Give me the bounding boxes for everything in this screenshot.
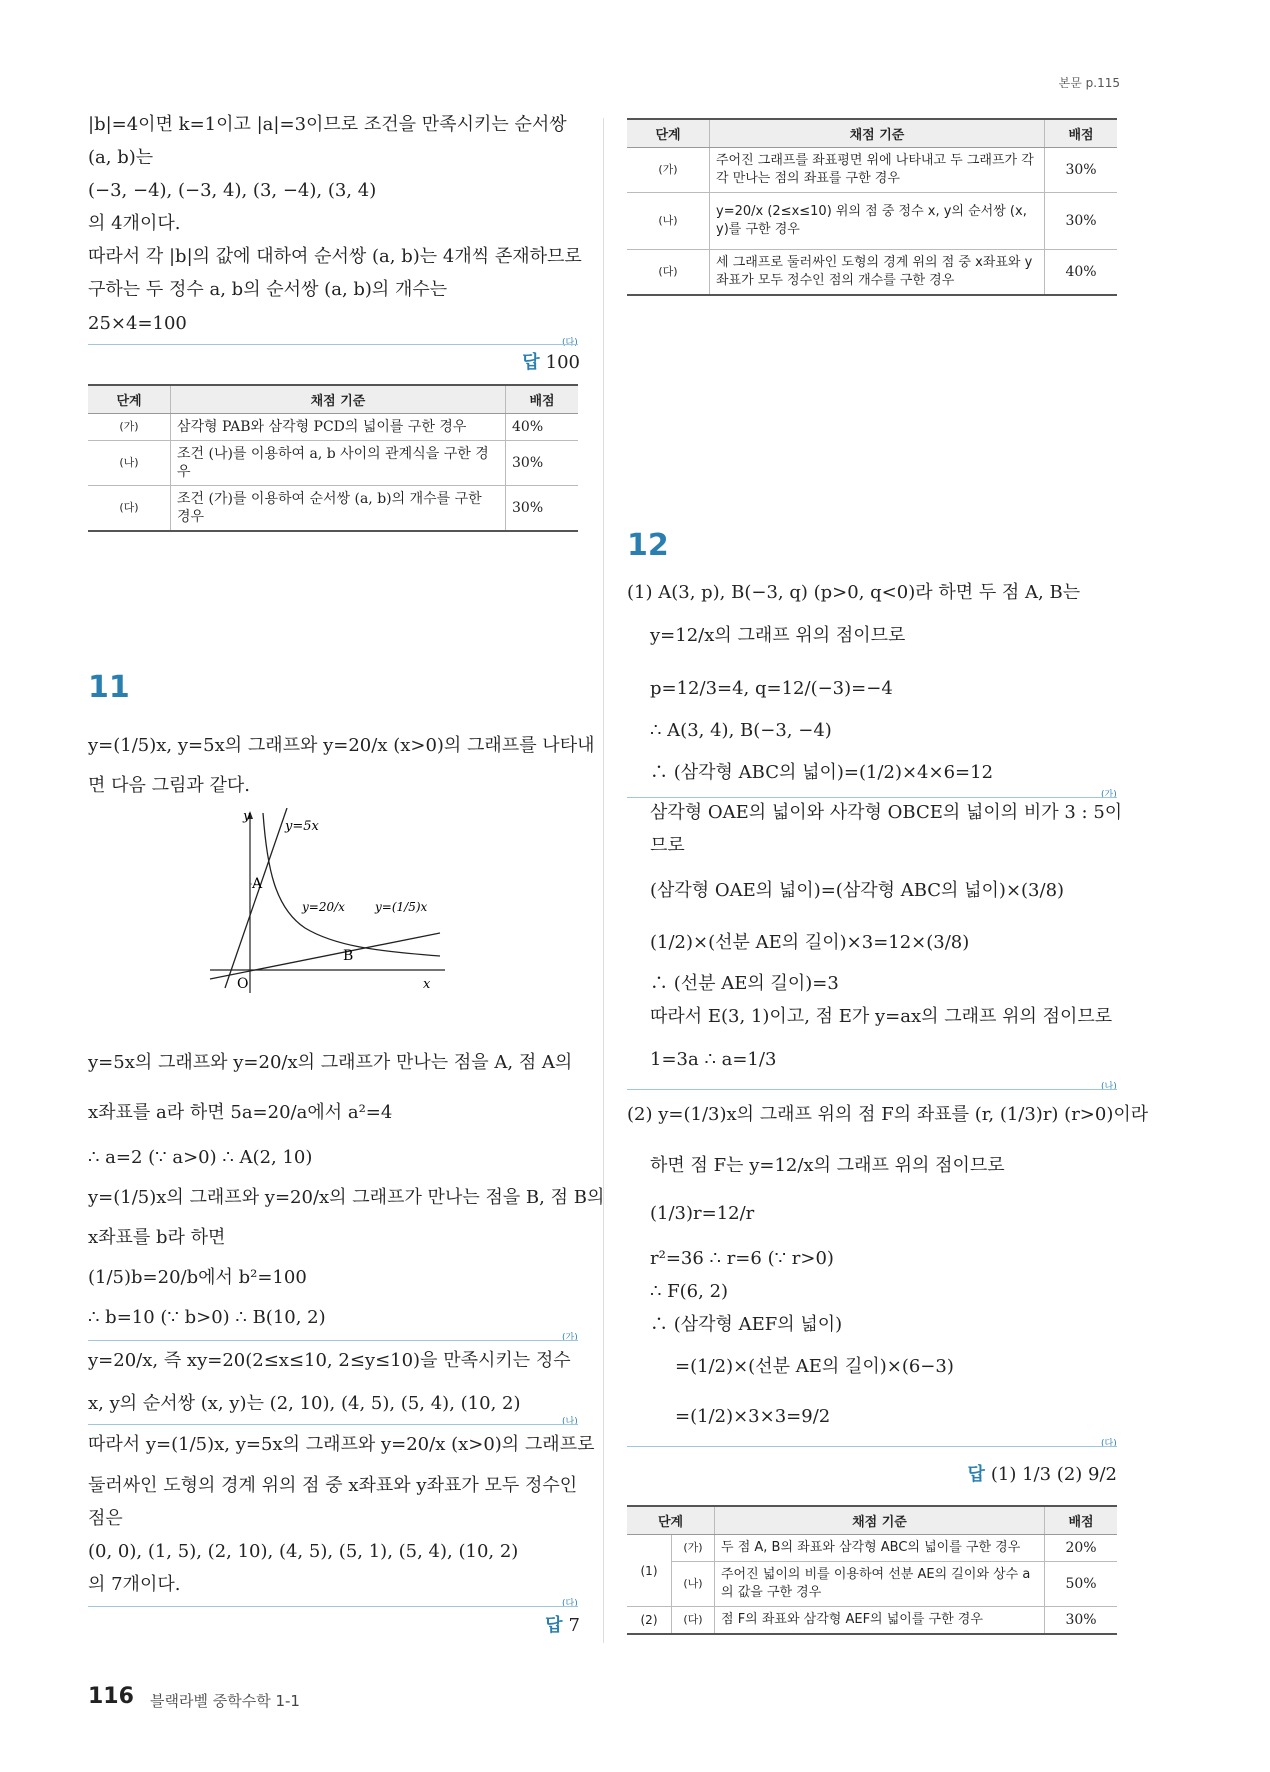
text-line: |b|=4이면 k=1이고 |a|=3이므로 조건을 만족시키는 순서쌍	[88, 114, 567, 135]
text-line: 따라서 y=(1/5)x, y=5x의 그래프와 y=20/x (x>0)의 그래프로	[88, 1434, 595, 1455]
table-row	[627, 1607, 1117, 1635]
line-one-fifth-x	[210, 933, 440, 979]
text-line: y=(1/5)x, y=5x의 그래프와 y=20/x (x>0)의 그래프를 나타내	[88, 735, 595, 756]
table-header: 단계	[88, 385, 171, 414]
text-line: 1=3a ∴ a=1/3	[650, 1049, 777, 1070]
text-line: ∴ (선분 AE의 길이)=3	[650, 973, 839, 994]
text-line: 면 다음 그림과 같다.	[88, 775, 250, 796]
text-line: y=5x의 그래프와 y=20/x의 그래프가 만나는 점을 A, 점 A의	[88, 1052, 573, 1073]
text-line: 삼각형 OAE의 넓이와 사각형 OBCE의 넓이의 비가 3 : 5이	[650, 802, 1123, 823]
table-cell: 점 F의 좌표와 삼각형 AEF의 넓이를 구한 경우	[715, 1607, 1045, 1635]
text-line: =(1/2)×(선분 AE의 길이)×(6−3)	[675, 1356, 954, 1377]
step-marker: (다)	[562, 1599, 578, 1609]
text-line: =(1/2)×3×3=9/2	[675, 1406, 831, 1427]
text-line: (2) y=(1/3)x의 그래프 위의 점 F의 좌표를 (r, (1/3)r) (r>0)이라	[627, 1104, 1149, 1125]
table-cell: (1)	[627, 1535, 672, 1607]
text-line: (0, 0), (1, 5), (2, 10), (4, 5), (5, 1), (5, 4), (10, 2)	[88, 1541, 519, 1562]
text-line: 따라서 E(3, 1)이고, 점 E가 y=ax의 그래프 위의 점이므로	[650, 1006, 1113, 1027]
table-cell: 40%	[506, 414, 579, 441]
text-line: 의 7개이다.	[88, 1574, 181, 1595]
table-cell: 30%	[506, 441, 579, 486]
table-cell: (다)	[88, 486, 171, 532]
label-15x: y=(1/5)x	[375, 900, 428, 914]
table-header: 배점	[506, 385, 579, 414]
step-marker: (가)	[1101, 790, 1117, 800]
step-rule	[88, 1424, 578, 1425]
answer-12	[968, 1460, 1118, 1486]
label-y: y	[243, 809, 251, 824]
step-rule	[627, 1089, 1117, 1090]
step-rule	[88, 1606, 578, 1607]
table-header: 단계	[627, 119, 710, 148]
text-line: ∴ A(3, 4), B(−3, −4)	[650, 720, 832, 741]
text-line: 25×4=100	[88, 313, 187, 334]
section-title-11: 11	[88, 670, 130, 705]
grading-table-3	[627, 1505, 1117, 1635]
text-line: (−3, −4), (−3, 4), (3, −4), (3, 4)	[88, 180, 377, 201]
table-cell: 30%	[506, 486, 579, 532]
table-row	[627, 193, 1117, 250]
table-cell: (나)	[88, 441, 171, 486]
table-cell: (다)	[627, 250, 710, 296]
table-row	[627, 1562, 1117, 1607]
table-cell: y=20/x (2≤x≤10) 위의 점 중 정수 x, y의 순서쌍 (x, y)를 구한 경우	[710, 193, 1045, 250]
answer-top	[522, 348, 580, 374]
answer-value: (1) 1/3 (2) 9/2	[990, 1464, 1117, 1485]
step-marker: (나)	[562, 1417, 578, 1427]
table-cell: (2)	[627, 1607, 672, 1635]
line-5x	[225, 808, 287, 988]
text-line: (1/3)r=12/r	[650, 1203, 755, 1224]
table-cell: 주어진 넓이의 비를 이용하여 선분 AE의 길이와 상수 a의 값을 구한 경우	[715, 1562, 1045, 1607]
table-row	[88, 486, 578, 532]
table-cell: 30%	[1045, 148, 1118, 193]
step-marker: (다)	[1101, 1439, 1117, 1449]
text-line: r²=36 ∴ r=6 (∵ r>0)	[650, 1248, 834, 1269]
table-cell: (나)	[672, 1562, 715, 1607]
curve-20-over-x	[263, 813, 440, 956]
step-marker: (다)	[562, 338, 578, 348]
table-header: 배점	[1045, 1506, 1118, 1535]
table-header: 배점	[1045, 119, 1118, 148]
table-cell: 30%	[1045, 1607, 1118, 1635]
book-title: 블랙라벨 중학수학 1-1	[150, 1692, 300, 1710]
table-cell: (나)	[627, 193, 710, 250]
text-line: (1) A(3, p), B(−3, q) (p>0, q<0)라 하면 두 점 A, B는	[627, 582, 1081, 603]
table-cell: (다)	[672, 1607, 715, 1635]
text-line: ∴ a=2 (∵ a>0) ∴ A(2, 10)	[88, 1147, 313, 1168]
page-number: 116	[88, 1684, 134, 1709]
answer-11	[545, 1611, 580, 1637]
table-row	[627, 148, 1117, 193]
step-rule	[627, 797, 1117, 798]
text-line: 의 4개이다.	[88, 213, 181, 234]
text-line: ∴ F(6, 2)	[650, 1281, 729, 1302]
text-line: x좌표를 a라 하면 5a=20/a에서 a²=4	[88, 1102, 393, 1123]
table-cell: 30%	[1045, 193, 1118, 250]
answer-value: 7	[568, 1615, 580, 1636]
table-row	[627, 250, 1117, 296]
page-reference: 본문 p.115	[1058, 76, 1120, 90]
text-line: 므로	[650, 835, 685, 856]
label-o: O	[237, 976, 249, 992]
table-cell: (가)	[88, 414, 171, 441]
text-line: y=12/x의 그래프 위의 점이므로	[650, 625, 906, 646]
label-5x: y=5x	[285, 819, 319, 834]
text-line: p=12/3=4, q=12/(−3)=−4	[650, 678, 893, 699]
table-cell: 40%	[1045, 250, 1118, 296]
text-line: 점은	[88, 1508, 123, 1529]
text-line: (삼각형 OAE의 넓이)=(삼각형 ABC의 넓이)×(3/8)	[650, 880, 1065, 901]
text-line: x, y의 순서쌍 (x, y)는 (2, 10), (4, 5), (5, 4), (10, 2)	[88, 1393, 521, 1414]
column-divider	[603, 118, 604, 1643]
table-cell: 주어진 그래프를 좌표평면 위에 나타내고 두 그래프가 각각 만나는 점의 좌표를 구한 경우	[710, 148, 1045, 193]
table-cell: (가)	[627, 148, 710, 193]
table-cell: (가)	[672, 1535, 715, 1562]
table-cell: 조건 (나)를 이용하여 a, b 사이의 관계식을 구한 경우	[171, 441, 506, 486]
answer-label: 답	[522, 352, 540, 373]
label-20x: y=20/x	[302, 900, 345, 914]
table-cell: 삼각형 PAB와 삼각형 PCD의 넓이를 구한 경우	[171, 414, 506, 441]
text-line: ∴ (삼각형 AEF의 넓이)	[650, 1314, 843, 1335]
text-line: ∴ b=10 (∵ b>0) ∴ B(10, 2)	[88, 1307, 326, 1328]
table-cell: 50%	[1045, 1562, 1118, 1607]
label-a: A	[252, 876, 263, 892]
label-x: x	[423, 977, 431, 992]
table-header: 채점 기준	[710, 119, 1045, 148]
text-line: 따라서 각 |b|의 값에 대하여 순서쌍 (a, b)는 4개씩 존재하므로	[88, 246, 582, 267]
text-line: 구하는 두 정수 a, b의 순서쌍 (a, b)의 개수는	[88, 279, 448, 300]
answer-label: 답	[967, 1464, 985, 1485]
table-header: 채점 기준	[171, 385, 506, 414]
table-cell: 조건 (가)를 이용하여 순서쌍 (a, b)의 개수를 구한 경우	[171, 486, 506, 532]
graph-figure	[205, 808, 450, 1003]
text-line: y=20/x, 즉 xy=20(2≤x≤10, 2≤y≤10)을 만족시키는 정수	[88, 1350, 571, 1371]
table-cell: 두 점 A, B의 좌표와 삼각형 ABC의 넓이를 구한 경우	[715, 1535, 1045, 1562]
step-rule	[88, 344, 578, 345]
table-header: 단계	[627, 1506, 715, 1535]
table-cell: 20%	[1045, 1535, 1118, 1562]
answer-label: 답	[545, 1615, 563, 1636]
grading-table-2	[627, 118, 1117, 296]
table-row	[88, 441, 578, 486]
text-line: (1/2)×(선분 AE의 길이)×3=12×(3/8)	[650, 932, 970, 953]
text-line: x좌표를 b라 하면	[88, 1227, 226, 1248]
answer-value: 100	[545, 352, 580, 373]
section-title-12: 12	[627, 528, 669, 563]
table-cell: 세 그래프로 둘러싸인 도형의 경계 위의 점 중 x좌표와 y좌표가 모두 정수인 점의 개수를 구한 경우	[710, 250, 1045, 296]
text-line: (1/5)b=20/b에서 b²=100	[88, 1267, 307, 1288]
text-line: 하면 점 F는 y=12/x의 그래프 위의 점이므로	[650, 1155, 1005, 1176]
text-line: 둘러싸인 도형의 경계 위의 점 중 x좌표와 y좌표가 모두 정수인	[88, 1475, 578, 1496]
step-rule	[627, 1446, 1117, 1447]
table-row	[627, 1535, 1117, 1562]
text-line: ∴ (삼각형 ABC의 넓이)=(1/2)×4×6=12	[650, 762, 994, 783]
text-line: (a, b)는	[88, 147, 154, 168]
table-row	[88, 414, 578, 441]
label-b: B	[343, 948, 354, 964]
grading-table-1	[88, 384, 578, 532]
text-line: y=(1/5)x의 그래프와 y=20/x의 그래프가 만나는 점을 B, 점 B의	[88, 1187, 605, 1208]
table-header: 채점 기준	[715, 1506, 1045, 1535]
step-marker: (나)	[1101, 1082, 1117, 1092]
step-marker: (가)	[562, 1333, 578, 1343]
step-rule	[88, 1340, 578, 1341]
